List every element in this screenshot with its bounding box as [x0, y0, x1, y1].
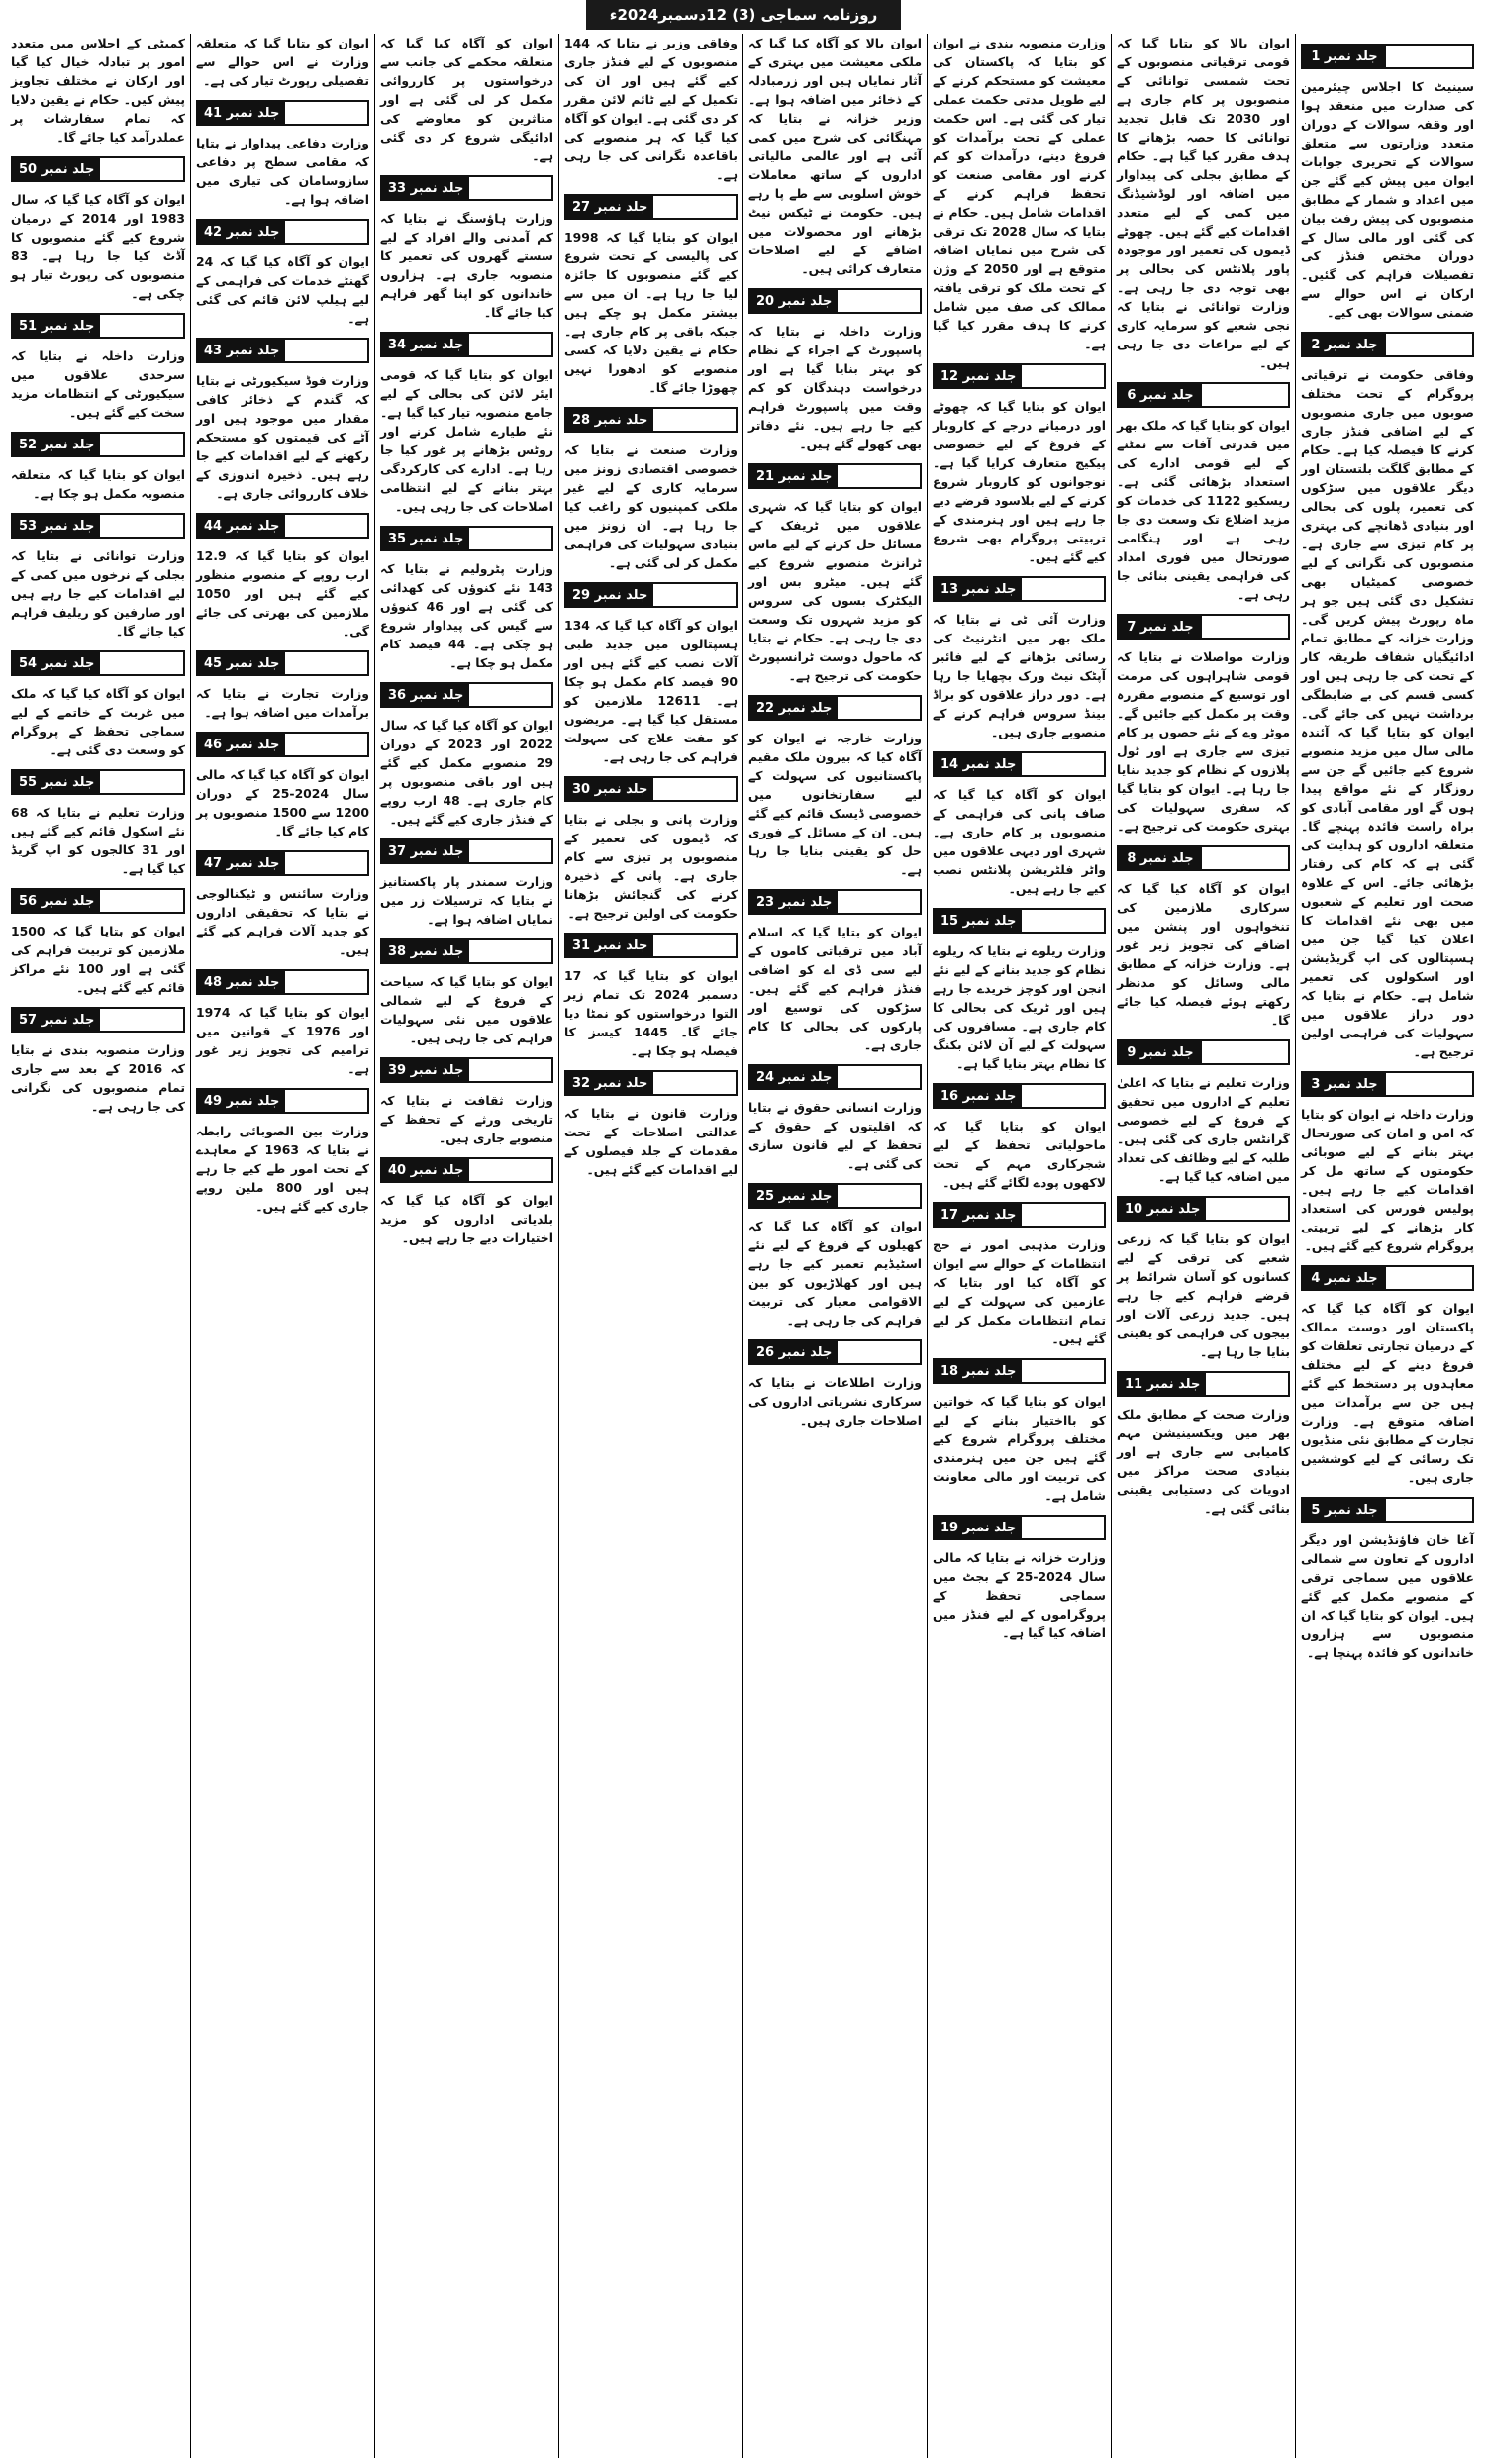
- section-heading: [196, 219, 369, 245]
- section-heading-bar: [653, 935, 736, 956]
- article-paragraph: وزارت تعلیم نے بتایا کہ 68 نئے اسکول قائم کیے گئے ہیں اور 31 کالجوں کو اپ گریڈ کیا گیا ہے۔: [11, 805, 185, 876]
- section-heading-label: جلد نمبر 38: [382, 940, 469, 962]
- section-heading-bar: [653, 1072, 736, 1094]
- section-heading-label: جلد نمبر 22: [750, 697, 838, 719]
- article-paragraph: ایوان کو آگاہ کیا گیا کہ صاف پانی کی فراہمی کے منصوبوں پر کام جاری ہے۔ شہری اور دیہی علاقوں میں واٹر فلٹریشن پلانٹس نصب کیے جا رہے ہیں۔: [933, 787, 1106, 896]
- section-heading-bar: [100, 515, 183, 537]
- section-heading: [564, 933, 738, 958]
- article-paragraph: ایوان کو آگاہ کیا گیا کہ کھیلوں کے فروغ کے لیے نئے اسٹیڈیم تعمیر کیے جا رہے ہیں اور کھلاڑیوں کو بین الاقوامی معیار کی تربیت فراہم کی جا رہی ہے۔: [748, 1219, 922, 1328]
- newspaper-page: [6, 34, 1479, 2458]
- article-paragraph: وزارت منصوبہ بندی نے ایوان کو بتایا کہ پاکستان کی معیشت کو مستحکم کرنے کے لیے طویل مدتی حکمت عملی تیار کی گئی ہے۔ اس حکمت عملی کے تحت برآمدات کو فروغ دینے، درآمدات کو کم کرنے اور مقامی صنعت کو تحفظ فراہم کرنے کے اقدامات شامل ہیں۔ حکام نے بتایا کہ سال 2028 تک ترقی کی شرح میں نمایاں اضافہ متوقع ہے اور 2050 کے وژن کے تحت ملک کو ترقی یافتہ ممالک کی صف میں شامل کرنے کا ہدف مقرر کیا گیا ہے۔: [933, 36, 1106, 351]
- article-paragraph: وزارت ثقافت نے بتایا کہ تاریخی ورثے کے تحفظ کے منصوبے جاری ہیں۔: [380, 1093, 553, 1145]
- article-paragraph: ایوان کو بتایا گیا کہ قومی ایئر لائن کی بحالی کے لیے جامع منصوبہ تیار کیا گیا ہے۔ نئے طیارے شامل کرنے اور روٹس بڑھانے پر غور کیا جا رہا ہے۔ ادارے کی کارکردگی بہتر بنانے کے لیے انتظامی اصلاحات کی جا رہی ہیں۔: [380, 367, 553, 514]
- section-heading-label: جلد نمبر 24: [750, 1066, 838, 1088]
- article-paragraph: ایوان کو آگاہ کیا گیا کہ 24 گھنٹے خدمات کی فراہمی کے لیے ہیلپ لائن قائم کی گئی ہے۔: [196, 254, 369, 326]
- section-heading: [564, 582, 738, 608]
- section-heading-label: جلد نمبر 37: [382, 840, 469, 862]
- section-heading: [380, 938, 553, 964]
- section-heading-label: جلد نمبر 54: [13, 652, 100, 674]
- section-heading: [933, 1515, 1106, 1540]
- section-heading-bar: [653, 409, 736, 431]
- section-heading: [748, 1339, 922, 1365]
- section-heading: [1301, 332, 1474, 357]
- section-heading: [1117, 1196, 1290, 1222]
- section-heading-label: جلد نمبر 5: [1303, 1499, 1386, 1521]
- section-heading: [564, 407, 738, 433]
- section-heading: [748, 695, 922, 721]
- section-heading-label: جلد نمبر 23: [750, 891, 838, 913]
- article-paragraph: وزارت فوڈ سیکیورٹی نے بتایا کہ گندم کے ذخائر کافی مقدار میں موجود ہیں اور آٹے کی قیمتوں کو مستحکم رکھنے کے لیے اقدامات کیے جا رہے ہیں۔ ذخیرہ اندوزی کے خلاف کارروائی جاری ہے۔: [196, 373, 369, 501]
- article-paragraph: ایوان بالا کو بتایا گیا کہ قومی ترقیاتی منصوبوں کے تحت شمسی توانائی کے منصوبوں پر کام جاری ہے اور 2030 تک قابل تجدید توانائی کا حصہ بڑھانے کا ہدف مقرر کیا گیا ہے۔ حکام کے مطابق بجلی کی پیداوار میں اضافہ اور لوڈشیڈنگ میں کمی کے لیے متعدد اقدامات کیے گئے ہیں۔ چھوٹے ڈیموں کی تعمیر اور موجودہ پاور پلانٹس کی بحالی پر بھی توجہ دی جا رہی ہے۔ وزارت توانائی نے بتایا کہ نجی شعبے کو سرمایہ کاری کے لیے مراعات دی جا رہی ہیں۔: [1117, 36, 1290, 370]
- section-heading-label: جلد نمبر 12: [935, 365, 1022, 387]
- section-heading-bar: [469, 684, 551, 706]
- section-heading-label: جلد نمبر 29: [566, 584, 653, 606]
- section-heading-bar: [1022, 1360, 1104, 1382]
- section-heading-label: جلد نمبر 45: [198, 652, 285, 674]
- section-heading-bar: [1202, 847, 1288, 869]
- section-heading-bar: [1386, 1267, 1472, 1289]
- section-heading-bar: [469, 1059, 551, 1081]
- article-paragraph: ایوان کو بتایا گیا کہ 17 دسمبر 2024 تک تمام زیر التوا درخواستوں کو نمٹا دیا جائے گا۔ 1445 کیسز کا فیصلہ ہو چکا ہے۔: [564, 968, 739, 1058]
- section-heading: [1301, 1071, 1474, 1097]
- section-heading-label: جلد نمبر 8: [1119, 847, 1202, 869]
- section-heading-bar: [838, 1185, 920, 1207]
- article-paragraph: وزارت پٹرولیم نے بتایا کہ 143 نئے کنوؤں کی کھدائی کی گئی ہے اور 46 کنوؤں سے گیس کی پیداوار شروع ہو چکی ہے۔ 44 فیصد کام مکمل ہو چکا ہے۔: [380, 561, 554, 670]
- section-heading-bar: [1386, 46, 1472, 67]
- section-heading-bar: [1202, 384, 1288, 406]
- article-paragraph: ایوان کو آگاہ کیا گیا کہ متعلقہ محکمے کی جانب سے درخواستوں پر کارروائی مکمل کر لی گئی ہے اور متاثرین کو معاوضے کی ادائیگی شروع کر دی گئی ہے۔: [380, 36, 553, 163]
- section-heading: [380, 175, 553, 201]
- section-heading: [196, 732, 369, 757]
- section-heading: [11, 156, 185, 182]
- section-heading-label: جلد نمبر 52: [13, 434, 100, 455]
- article-paragraph: ایوان کو آگاہ کیا گیا کہ سال 2022 اور 2023 کے دوران 29 منصوبے مکمل کیے گئے ہیں اور باقی منصوبوں پر کام جاری ہے۔ 48 ارب روپے کے فنڈز جاری کیے گئے ہیں۔: [380, 718, 553, 827]
- article-paragraph: وزارت داخلہ نے بتایا کہ پاسپورٹ کے اجراء کے نظام کو بہتر بنایا گیا ہے اور درخواست دہندگان کو کم وقت میں پاسپورٹ فراہم کیے جا رہے ہیں۔ نئے دفاتر بھی کھولے گئے ہیں۔: [748, 324, 922, 451]
- section-heading-bar: [838, 290, 920, 312]
- section-heading: [564, 776, 738, 802]
- article-column: [6, 34, 190, 2458]
- article-paragraph: ایوان کو آگاہ کیا گیا کہ پاکستان اور دوست ممالک کے درمیان تجارتی تعلقات کو فروغ دینے کے لیے مختلف معاہدوں پر دستخط کیے گئے ہیں جن سے برآمدات میں اضافہ متوقع ہے۔ وزارت تجارت کے مطابق نئی منڈیوں تک رسائی کے لیے کوششیں جاری ہیں۔: [1301, 1301, 1474, 1485]
- section-heading: [196, 969, 369, 995]
- article-paragraph: ایوان کو بتایا گیا کہ اسلام آباد میں ترقیاتی کاموں کے لیے سی ڈی اے کو اضافی فنڈز فراہم کیے گئے ہیں۔ سڑکوں کی توسیع اور پارکوں کی بحالی کا کام جاری ہے۔: [748, 925, 922, 1052]
- article-paragraph: وزارت داخلہ نے بتایا کہ سرحدی علاقوں میں سیکیورٹی کے انتظامات مزید سخت کیے گئے ہیں۔: [11, 348, 185, 420]
- article-paragraph: وزارت قانون نے بتایا کہ عدالتی اصلاحات کے تحت مقدمات کے جلد فیصلوں کے لیے اقدامات کیے گئے ہیں۔: [564, 1106, 738, 1177]
- article-paragraph: وزارت ریلوے نے بتایا کہ ریلوے نظام کو جدید بنانے کے لیے نئے انجن اور کوچز خریدے جا رہے ہیں اور ٹریک کی بحالی کا کام جاری ہے۔ مسافروں کی سہولت کے لیے آن لائن بکنگ کا نظام بہتر بنایا گیا ہے۔: [933, 943, 1106, 1071]
- section-heading-label: جلد نمبر 36: [382, 684, 469, 706]
- masthead-title: روزنامہ سماجی (3) 12دسمبر2024ء: [609, 6, 878, 24]
- section-heading-bar: [1022, 1517, 1104, 1538]
- section-heading: [380, 332, 553, 357]
- section-heading: [1117, 845, 1290, 871]
- section-heading-bar: [285, 734, 367, 755]
- section-heading-label: جلد نمبر 4: [1303, 1267, 1386, 1289]
- article-paragraph: ایوان کو بتایا گیا کہ 12.9 ارب روپے کے منصوبے منظور کیے گئے ہیں اور 1050 ملازمین کی بھرتی کی جائے گی۔: [196, 548, 369, 639]
- article-paragraph: ایوان کو بتایا گیا کہ 1500 ملازمین کو تربیت فراہم کی گئی ہے اور 100 نئے مراکز قائم کیے گئے ہیں۔: [11, 924, 186, 995]
- article-paragraph: ایوان کو آگاہ کیا گیا کہ 134 ہسپتالوں میں جدید طبی آلات نصب کیے گئے ہیں اور 90 فیصد کام مکمل ہو چکا ہے۔ 12611 ملازمین کو مستقل کیا گیا ہے۔ مریضوں کو مفت علاج کی سہولت فراہم کی جا رہی ہے۔: [564, 618, 738, 764]
- article-paragraph: کمیٹی کے اجلاس میں متعدد امور پر تبادلہ خیال کیا گیا اور ارکان نے مختلف تجاویز پیش کیں۔ حکام نے یقین دلایا کہ تمام سفارشات پر عملدرآمد کیا جائے گا۔: [11, 36, 185, 145]
- section-heading-bar: [285, 221, 367, 243]
- article-paragraph: ایوان کو بتایا گیا کہ 1998 کی پالیسی کے تحت شروع کیے گئے منصوبوں کا جائزہ لیا جا رہا ہے۔ ان میں سے بیشتر مکمل ہو چکے ہیں جبکہ باقی پر کام جاری ہے۔ حکام نے یقین دلایا کہ کسی منصوبے کو ادھورا نہیں چھوڑا جائے گا۔: [564, 230, 738, 395]
- section-heading-bar: [653, 196, 736, 218]
- article-paragraph: وزارت داخلہ نے ایوان کو بتایا کہ امن و امان کی صورتحال بہتر بنانے کے لیے صوبائی حکومتوں کے ساتھ مل کر اقدامات کیے جا رہے ہیں۔ پولیس فورس کی استعداد کار بڑھانے کے لیے تربیتی پروگرام شروع کیے گئے ہیں۔: [1301, 1107, 1474, 1253]
- section-heading-bar: [1022, 910, 1104, 932]
- section-heading-bar: [100, 1009, 183, 1031]
- section-heading-bar: [838, 1341, 920, 1363]
- section-heading: [933, 751, 1106, 777]
- section-heading-bar: [285, 852, 367, 874]
- section-heading-bar: [100, 158, 183, 180]
- article-paragraph: وزارت انسانی حقوق نے بتایا کہ اقلیتوں کے حقوق کے تحفظ کے لیے قانون سازی کی گئی ہے۔: [748, 1100, 922, 1171]
- section-heading-label: جلد نمبر 25: [750, 1185, 838, 1207]
- section-heading-bar: [100, 315, 183, 337]
- section-heading-bar: [469, 334, 551, 355]
- article-paragraph: وفاقی حکومت نے ترقیاتی پروگرام کے تحت مختلف صوبوں میں جاری منصوبوں کے لیے اضافی فنڈز جاری کرنے کا فیصلہ کیا ہے۔ حکام کے مطابق گلگت بلتستان اور دیگر علاقوں میں سڑکوں کی تعمیر، پلوں کی بحالی اور بنیادی ڈھانچے کی بہتری پر کام تیزی سے جاری ہے۔ منصوبوں کی نگرانی کے لیے خصوصی کمیٹیاں بھی تشکیل دی گئی ہیں جو ہر ماہ رپورٹ پیش کریں گی۔ وزارت خزانہ کے مطابق تمام ادائیگیاں شفاف طریقہ کار کے تحت کی جا رہی ہیں اور کسی قسم کی بے ضابطگی برداشت نہیں کی جائے گی۔ ایوان کو بتایا گیا کہ آئندہ مالی سال میں مزید منصوبے شروع کیے جائیں گے جن سے روزگار کے نئے مواقع پیدا ہوں گے اور مقامی آبادی کو براہ راست فائدہ پہنچے گا۔ متعلقہ اداروں کو ہدایت کی گئی ہے کہ کام کی رفتار بڑھائی جائے۔ اس کے علاوہ صحت اور تعلیم کے شعبوں میں بھی نئے اقدامات کا اعلان کیا گیا جن میں ہسپتالوں کی اپ گریڈیشن اور اسکولوں کی تعمیر شامل ہے۔ حکام نے بتایا کہ دور دراز علاقوں میں سہولیات کی فراہمی اولین ترجیح ہے۔: [1301, 367, 1474, 1059]
- section-heading: [196, 650, 369, 676]
- article-column: [374, 34, 558, 2458]
- article-paragraph: وزارت سمندر پار پاکستانیز نے بتایا کہ ترسیلات زر میں نمایاں اضافہ ہوا ہے۔: [380, 874, 553, 927]
- article-paragraph: ایوان کو بتایا گیا کہ خواتین کو بااختیار بنانے کے لیے مختلف پروگرام شروع کیے گئے ہیں جن میں ہنرمندی کی تربیت اور مالی معاونت شامل ہے۔: [933, 1394, 1106, 1503]
- article-column: [1111, 34, 1295, 2458]
- section-heading-label: جلد نمبر 46: [198, 734, 285, 755]
- section-heading-label: جلد نمبر 42: [198, 221, 285, 243]
- section-heading-bar: [653, 778, 736, 800]
- section-heading-label: جلد نمبر 19: [935, 1517, 1022, 1538]
- section-heading-label: جلد نمبر 32: [566, 1072, 653, 1094]
- section-heading: [11, 513, 185, 539]
- article-paragraph: وزارت مواصلات نے بتایا کہ قومی شاہراہوں کی مرمت اور توسیع کے منصوبے مقررہ وقت پر مکمل کیے جائیں گے۔ موٹر وے کے نئے حصوں پر کام تیزی سے جاری ہے اور ٹول پلازوں کے نظام کو جدید بنایا جا رہا ہے۔ ایوان کو بتایا گیا کہ سفری سہولیات کی بہتری حکومت کی ترجیح ہے۔: [1117, 649, 1290, 834]
- section-heading-label: جلد نمبر 15: [935, 910, 1022, 932]
- article-paragraph: ایوان کو بتایا گیا کہ شہری علاقوں میں ٹریفک کے مسائل حل کرنے کے لیے ماس ٹرانزٹ منصوبے شروع کیے گئے ہیں۔ میٹرو بس اور الیکٹرک بسوں کی سروس کو مزید شہروں تک وسعت دی جا رہی ہے۔ حکام نے بتایا کہ ماحول دوست ٹرانسپورٹ حکومت کی ترجیح ہے۔: [748, 499, 922, 683]
- article-paragraph: ایوان کو آگاہ کیا گیا کہ سال 1983 اور 2014 کے درمیان شروع کیے گئے منصوبوں کا آڈٹ کیا جا رہا ہے۔ 83 منصوبوں کی رپورٹ تیار ہو چکی ہے۔: [11, 192, 185, 301]
- section-heading-bar: [285, 971, 367, 993]
- section-heading-label: جلد نمبر 27: [566, 196, 653, 218]
- section-heading: [11, 888, 185, 914]
- section-heading-label: جلد نمبر 3: [1303, 1073, 1386, 1095]
- article-paragraph: ایوان کو بتایا گیا کہ متعلقہ منصوبہ مکمل ہو چکا ہے۔: [11, 467, 185, 501]
- article-paragraph: ایوان کو آگاہ کیا گیا کہ مالی سال 2024-25 کے دوران 1200 سے 1500 منصوبوں پر کام کیا جائے گا۔: [196, 767, 369, 838]
- section-heading-bar: [1022, 1085, 1104, 1107]
- section-heading-label: جلد نمبر 14: [935, 753, 1022, 775]
- section-heading-label: جلد نمبر 10: [1119, 1198, 1206, 1220]
- section-heading-bar: [285, 652, 367, 674]
- section-heading-bar: [838, 465, 920, 487]
- section-heading-label: جلد نمبر 50: [13, 158, 100, 180]
- section-heading-label: جلد نمبر 6: [1119, 384, 1202, 406]
- article-paragraph: وزارت مذہبی امور نے حج انتظامات کے حوالے سے ایوان کو آگاہ کیا اور بتایا کہ عازمین کی سہولت کے لیے تمام انتظامات مکمل کر لیے گئے ہیں۔: [933, 1237, 1106, 1346]
- section-heading: [564, 1070, 738, 1096]
- article-paragraph: وزارت خارجہ نے ایوان کو آگاہ کیا کہ بیرون ملک مقیم پاکستانیوں کی سہولت کے لیے سفارتخانوں میں خصوصی ڈیسک قائم کیے گئے ہیں۔ ان کے مسائل کے فوری حل کو یقینی بنایا جا رہا ہے۔: [748, 731, 922, 877]
- section-heading-label: جلد نمبر 30: [566, 778, 653, 800]
- section-heading-bar: [1202, 616, 1288, 638]
- article-paragraph: وزارت توانائی نے بتایا کہ بجلی کے نرخوں میں کمی کے لیے اقدامات کیے جا رہے ہیں اور صارفین کو ریلیف فراہم کیا جائے گا۔: [11, 548, 185, 639]
- section-heading-bar: [285, 1090, 367, 1112]
- section-heading-bar: [1386, 1499, 1472, 1521]
- article-paragraph: سینیٹ کا اجلاس چیئرمین کی صدارت میں منعقد ہوا اور وقفہ سوالات کے دوران متعدد وزارتوں سے متعلق سوالات کے تحریری جوابات ایوان میں پیش کیے گئے جن میں اعداد و شمار کے مطابق منصوبوں کی پیش رفت بیان کی گئی اور مالی سال کے دوران مختص فنڈز کی تفصیلات فراہم کی گئیں۔ ارکان نے اس حوالے سے ضمنی سوالات بھی کیے۔: [1301, 79, 1474, 320]
- section-heading-bar: [1206, 1373, 1288, 1395]
- section-heading: [11, 1007, 185, 1033]
- section-heading-bar: [653, 584, 736, 606]
- section-heading-bar: [469, 940, 551, 962]
- section-heading-bar: [100, 771, 183, 793]
- section-heading: [1117, 1371, 1290, 1397]
- section-heading-label: جلد نمبر 57: [13, 1009, 100, 1031]
- article-paragraph: ایوان کو آگاہ کیا گیا کہ سرکاری ملازمین کی تنخواہوں اور پنشن میں اضافے کی تجویز زیر غور ہے۔ وزارت خزانہ کے مطابق مالی وسائل کو مدنظر رکھتے ہوئے فیصلہ کیا جائے گا۔: [1117, 881, 1290, 1028]
- section-heading-bar: [838, 697, 920, 719]
- section-heading-bar: [100, 434, 183, 455]
- article-paragraph: وزارت آئی ٹی نے بتایا کہ ملک بھر میں انٹرنیٹ کی رسائی بڑھانے کے لیے فائبر آپٹک نیٹ ورک بچھایا جا رہا ہے۔ دور دراز علاقوں کو براڈ بینڈ سروس فراہم کرنے کے منصوبے جاری ہیں۔: [933, 612, 1106, 739]
- section-heading-label: جلد نمبر 31: [566, 935, 653, 956]
- article-paragraph: ایوان بالا کو آگاہ کیا گیا کہ ملکی معیشت میں بہتری کے آثار نمایاں ہیں اور زرمبادلہ کے ذخائر میں اضافہ ہوا ہے۔ وزیر خزانہ نے بتایا کہ مہنگائی کی شرح میں کمی آئی ہے اور عالمی مالیاتی اداروں کے ساتھ معاملات خوش اسلوبی سے طے پا رہے ہیں۔ حکومت نے ٹیکس نیٹ بڑھانے اور محصولات میں اضافے کے لیے اصلاحات متعارف کرائی ہیں۔: [748, 36, 922, 276]
- section-heading-bar: [100, 890, 183, 912]
- section-heading-label: جلد نمبر 9: [1119, 1041, 1202, 1063]
- masthead: [586, 0, 901, 30]
- section-heading: [564, 194, 738, 220]
- section-heading: [1301, 1497, 1474, 1523]
- section-heading-label: جلد نمبر 26: [750, 1341, 838, 1363]
- section-heading-bar: [1022, 1204, 1104, 1226]
- section-heading-bar: [1386, 334, 1472, 355]
- section-heading-bar: [838, 1066, 920, 1088]
- section-heading: [1117, 1039, 1290, 1065]
- article-paragraph: ایوان کو آگاہ کیا گیا کہ بلدیاتی اداروں کو مزید اختیارات دیے جا رہے ہیں۔: [380, 1193, 553, 1245]
- article-paragraph: ایوان کو بتایا گیا کہ زرعی شعبے کی ترقی کے لیے کسانوں کو آسان شرائط پر قرضے فراہم کیے جا رہے ہیں۔ جدید زرعی آلات اور بیجوں کی فراہمی کو یقینی بنایا جا رہا ہے۔: [1117, 1232, 1290, 1359]
- section-heading-bar: [285, 340, 367, 361]
- section-heading-label: جلد نمبر 51: [13, 315, 100, 337]
- section-heading: [380, 682, 553, 708]
- section-heading: [933, 908, 1106, 934]
- section-heading: [11, 313, 185, 339]
- section-heading-bar: [1206, 1198, 1288, 1220]
- section-heading: [380, 838, 553, 864]
- article-column: [1295, 34, 1479, 2458]
- section-heading: [1117, 614, 1290, 640]
- article-column: [558, 34, 742, 2458]
- article-paragraph: ایوان کو بتایا گیا کہ چھوٹے اور درمیانے درجے کے کاروبار کے فروغ کے لیے خصوصی پیکیج متعارف کرایا گیا ہے۔ نوجوانوں کو کاروبار شروع کرنے کے لیے بلاسود قرضے دیے جا رہے ہیں اور ہنرمندی کے تربیتی پروگرام بھی شروع کیے گئے ہیں۔: [933, 399, 1106, 564]
- section-heading-label: جلد نمبر 53: [13, 515, 100, 537]
- section-heading: [1301, 1265, 1474, 1291]
- section-heading-bar: [1022, 365, 1104, 387]
- section-heading: [196, 850, 369, 876]
- section-heading-label: جلد نمبر 21: [750, 465, 838, 487]
- article-paragraph: وزارت بین الصوبائی رابطہ نے بتایا کہ 1963 کے معاہدے کے تحت امور طے کیے جا رہے ہیں اور 800 ملین روپے جاری کیے گئے ہیں۔: [196, 1124, 369, 1214]
- article-paragraph: وزارت دفاعی پیداوار نے بتایا کہ مقامی سطح پر دفاعی سازوسامان کی تیاری میں اضافہ ہوا ہے۔: [196, 136, 369, 207]
- section-heading-label: جلد نمبر 34: [382, 334, 469, 355]
- section-heading: [933, 576, 1106, 602]
- section-heading: [380, 1057, 553, 1083]
- article-column: [927, 34, 1111, 2458]
- section-heading-label: جلد نمبر 18: [935, 1360, 1022, 1382]
- section-heading-label: جلد نمبر 48: [198, 971, 285, 993]
- section-heading-bar: [285, 515, 367, 537]
- section-heading: [748, 463, 922, 489]
- section-heading: [11, 432, 185, 457]
- article-paragraph: آغا خان فاؤنڈیشن اور دیگر اداروں کے تعاون سے شمالی علاقوں میں سماجی ترقی کے منصوبے مکمل کیے گئے ہیں۔ ایوان کو بتایا گیا کہ ان منصوبوں سے ہزاروں خاندانوں کو فائدہ پہنچا ہے۔: [1301, 1532, 1474, 1660]
- section-heading-label: جلد نمبر 47: [198, 852, 285, 874]
- article-paragraph: وزارت اطلاعات نے بتایا کہ سرکاری نشریاتی اداروں کی اصلاحات جاری ہیں۔: [748, 1375, 922, 1428]
- section-heading-label: جلد نمبر 43: [198, 340, 285, 361]
- section-heading: [380, 1157, 553, 1183]
- section-heading: [1117, 382, 1290, 408]
- section-heading-bar: [469, 1159, 551, 1181]
- section-heading-label: جلد نمبر 11: [1119, 1373, 1206, 1395]
- section-heading-label: جلد نمبر 41: [198, 102, 285, 124]
- section-heading: [933, 1202, 1106, 1228]
- section-heading: [380, 526, 553, 551]
- section-heading-label: جلد نمبر 13: [935, 578, 1022, 600]
- section-heading: [1301, 44, 1474, 69]
- section-heading-bar: [1202, 1041, 1288, 1063]
- section-heading: [933, 1358, 1106, 1384]
- section-heading-bar: [469, 177, 551, 199]
- section-heading-label: جلد نمبر 56: [13, 890, 100, 912]
- section-heading-bar: [469, 840, 551, 862]
- section-heading-label: جلد نمبر 49: [198, 1090, 285, 1112]
- section-heading: [748, 1064, 922, 1090]
- section-heading: [748, 889, 922, 915]
- section-heading-label: جلد نمبر 55: [13, 771, 100, 793]
- section-heading-label: جلد نمبر 33: [382, 177, 469, 199]
- article-paragraph: وزارت منصوبہ بندی نے بتایا کہ 2016 کے بعد سے جاری تمام منصوبوں کی نگرانی کی جا رہی ہے۔: [11, 1042, 186, 1114]
- section-heading: [748, 1183, 922, 1209]
- section-heading: [933, 363, 1106, 389]
- section-heading: [933, 1083, 1106, 1109]
- article-paragraph: وزارت ہاؤسنگ نے بتایا کہ کم آمدنی والے افراد کے لیے سستے گھروں کی تعمیر کا منصوبہ جاری ہے۔ ہزاروں خاندانوں کو اپنا گھر فراہم کیا جائے گا۔: [380, 211, 553, 320]
- section-heading-bar: [285, 102, 367, 124]
- article-paragraph: ایوان کو بتایا گیا کہ ماحولیاتی تحفظ کے لیے شجرکاری مہم کے تحت لاکھوں پودے لگائے گئے ہیں۔: [933, 1119, 1106, 1190]
- section-heading-bar: [1386, 1073, 1472, 1095]
- article-paragraph: وزارت تجارت نے بتایا کہ برآمدات میں اضافہ ہوا ہے۔: [196, 686, 369, 720]
- section-heading-label: جلد نمبر 1: [1303, 46, 1386, 67]
- section-heading-label: جلد نمبر 35: [382, 528, 469, 549]
- section-heading: [748, 288, 922, 314]
- section-heading-label: جلد نمبر 39: [382, 1059, 469, 1081]
- section-heading-label: جلد نمبر 17: [935, 1204, 1022, 1226]
- section-heading-bar: [838, 891, 920, 913]
- section-heading: [196, 513, 369, 539]
- article-column: [742, 34, 927, 2458]
- article-paragraph: وزارت سائنس و ٹیکنالوجی نے بتایا کہ تحقیقی اداروں کو جدید آلات فراہم کیے گئے ہیں۔: [196, 886, 369, 957]
- article-paragraph: ایوان کو بتایا گیا کہ ملک بھر میں قدرتی آفات سے نمٹنے کے لیے قومی ادارے کی استعداد بڑھائی گئی ہے۔ ریسکیو 1122 کی خدمات کو مزید اضلاع تک وسعت دی جا رہی ہے اور ہنگامی صورتحال میں فوری امداد کی فراہمی یقینی بنائی جا رہی ہے۔: [1117, 418, 1290, 602]
- section-heading-label: جلد نمبر 7: [1119, 616, 1202, 638]
- section-heading-label: جلد نمبر 28: [566, 409, 653, 431]
- section-heading: [196, 100, 369, 126]
- section-heading-label: جلد نمبر 40: [382, 1159, 469, 1181]
- article-paragraph: وزارت تعلیم نے بتایا کہ اعلیٰ تعلیم کے اداروں میں تحقیق کے فروغ کے لیے خصوصی گرانٹس جاری کی گئی ہیں۔ طلبہ کے لیے وظائف کی تعداد میں اضافہ کیا گیا ہے۔: [1117, 1075, 1290, 1184]
- article-paragraph: ایوان کو بتایا گیا کہ سیاحت کے فروغ کے لیے شمالی علاقوں میں نئی سہولیات فراہم کی جا رہی ہیں۔: [380, 974, 553, 1045]
- section-heading-label: جلد نمبر 16: [935, 1085, 1022, 1107]
- section-heading-label: جلد نمبر 2: [1303, 334, 1386, 355]
- section-heading-label: جلد نمبر 20: [750, 290, 838, 312]
- article-column: [190, 34, 374, 2458]
- section-heading-bar: [1022, 753, 1104, 775]
- section-heading: [196, 1088, 369, 1114]
- section-heading-bar: [469, 528, 551, 549]
- article-paragraph: وزارت صحت کے مطابق ملک بھر میں ویکسینیشن مہم کامیابی سے جاری ہے اور بنیادی صحت مراکز میں ادویات کی دستیابی یقینی بنائی گئی ہے۔: [1117, 1407, 1290, 1516]
- article-paragraph: وفاقی وزیر نے بتایا کہ 144 منصوبوں کے لیے فنڈز جاری کیے گئے ہیں اور ان کی تکمیل کے لیے ٹائم لائن مقرر کر دی گئی ہے۔ ایوان کو آگاہ کیا گیا کہ ہر منصوبے کی باقاعدہ نگرانی کی جا رہی ہے۔: [564, 36, 738, 182]
- section-heading-bar: [100, 652, 183, 674]
- article-paragraph: وزارت صنعت نے بتایا کہ خصوصی اقتصادی زونز میں سرمایہ کاری کے لیے غیر ملکی کمپنیوں کو راغب کیا جا رہا ہے۔ ان زونز میں بنیادی سہولیات کی فراہمی مکمل کر لی گئی ہے۔: [564, 443, 738, 570]
- section-heading: [11, 769, 185, 795]
- article-paragraph: وزارت پانی و بجلی نے بتایا کہ ڈیموں کی تعمیر کے منصوبوں پر تیزی سے کام جاری ہے۔ پانی کے ذخیرہ کرنے کی گنجائش بڑھانا حکومت کی اولین ترجیح ہے۔: [564, 812, 738, 921]
- article-paragraph: وزارت خزانہ نے بتایا کہ مالی سال 2024-25 کے بجٹ میں سماجی تحفظ کے پروگراموں کے لیے فنڈز میں اضافہ کیا گیا ہے۔: [933, 1550, 1106, 1640]
- section-heading: [11, 650, 185, 676]
- article-paragraph: ایوان کو آگاہ کیا گیا کہ ملک میں غربت کے خاتمے کے لیے سماجی تحفظ کے پروگرام کو وسعت دی گئی ہے۔: [11, 686, 185, 757]
- section-heading-label: جلد نمبر 44: [198, 515, 285, 537]
- article-paragraph: ایوان کو بتایا گیا کہ متعلقہ وزارت نے اس حوالے سے تفصیلی رپورٹ تیار کی ہے۔: [196, 36, 369, 88]
- section-heading: [196, 338, 369, 363]
- section-heading-bar: [1022, 578, 1104, 600]
- article-paragraph: ایوان کو بتایا گیا کہ 1974 اور 1976 کے قوانین میں ترامیم کی تجویز زیر غور ہے۔: [196, 1005, 369, 1076]
